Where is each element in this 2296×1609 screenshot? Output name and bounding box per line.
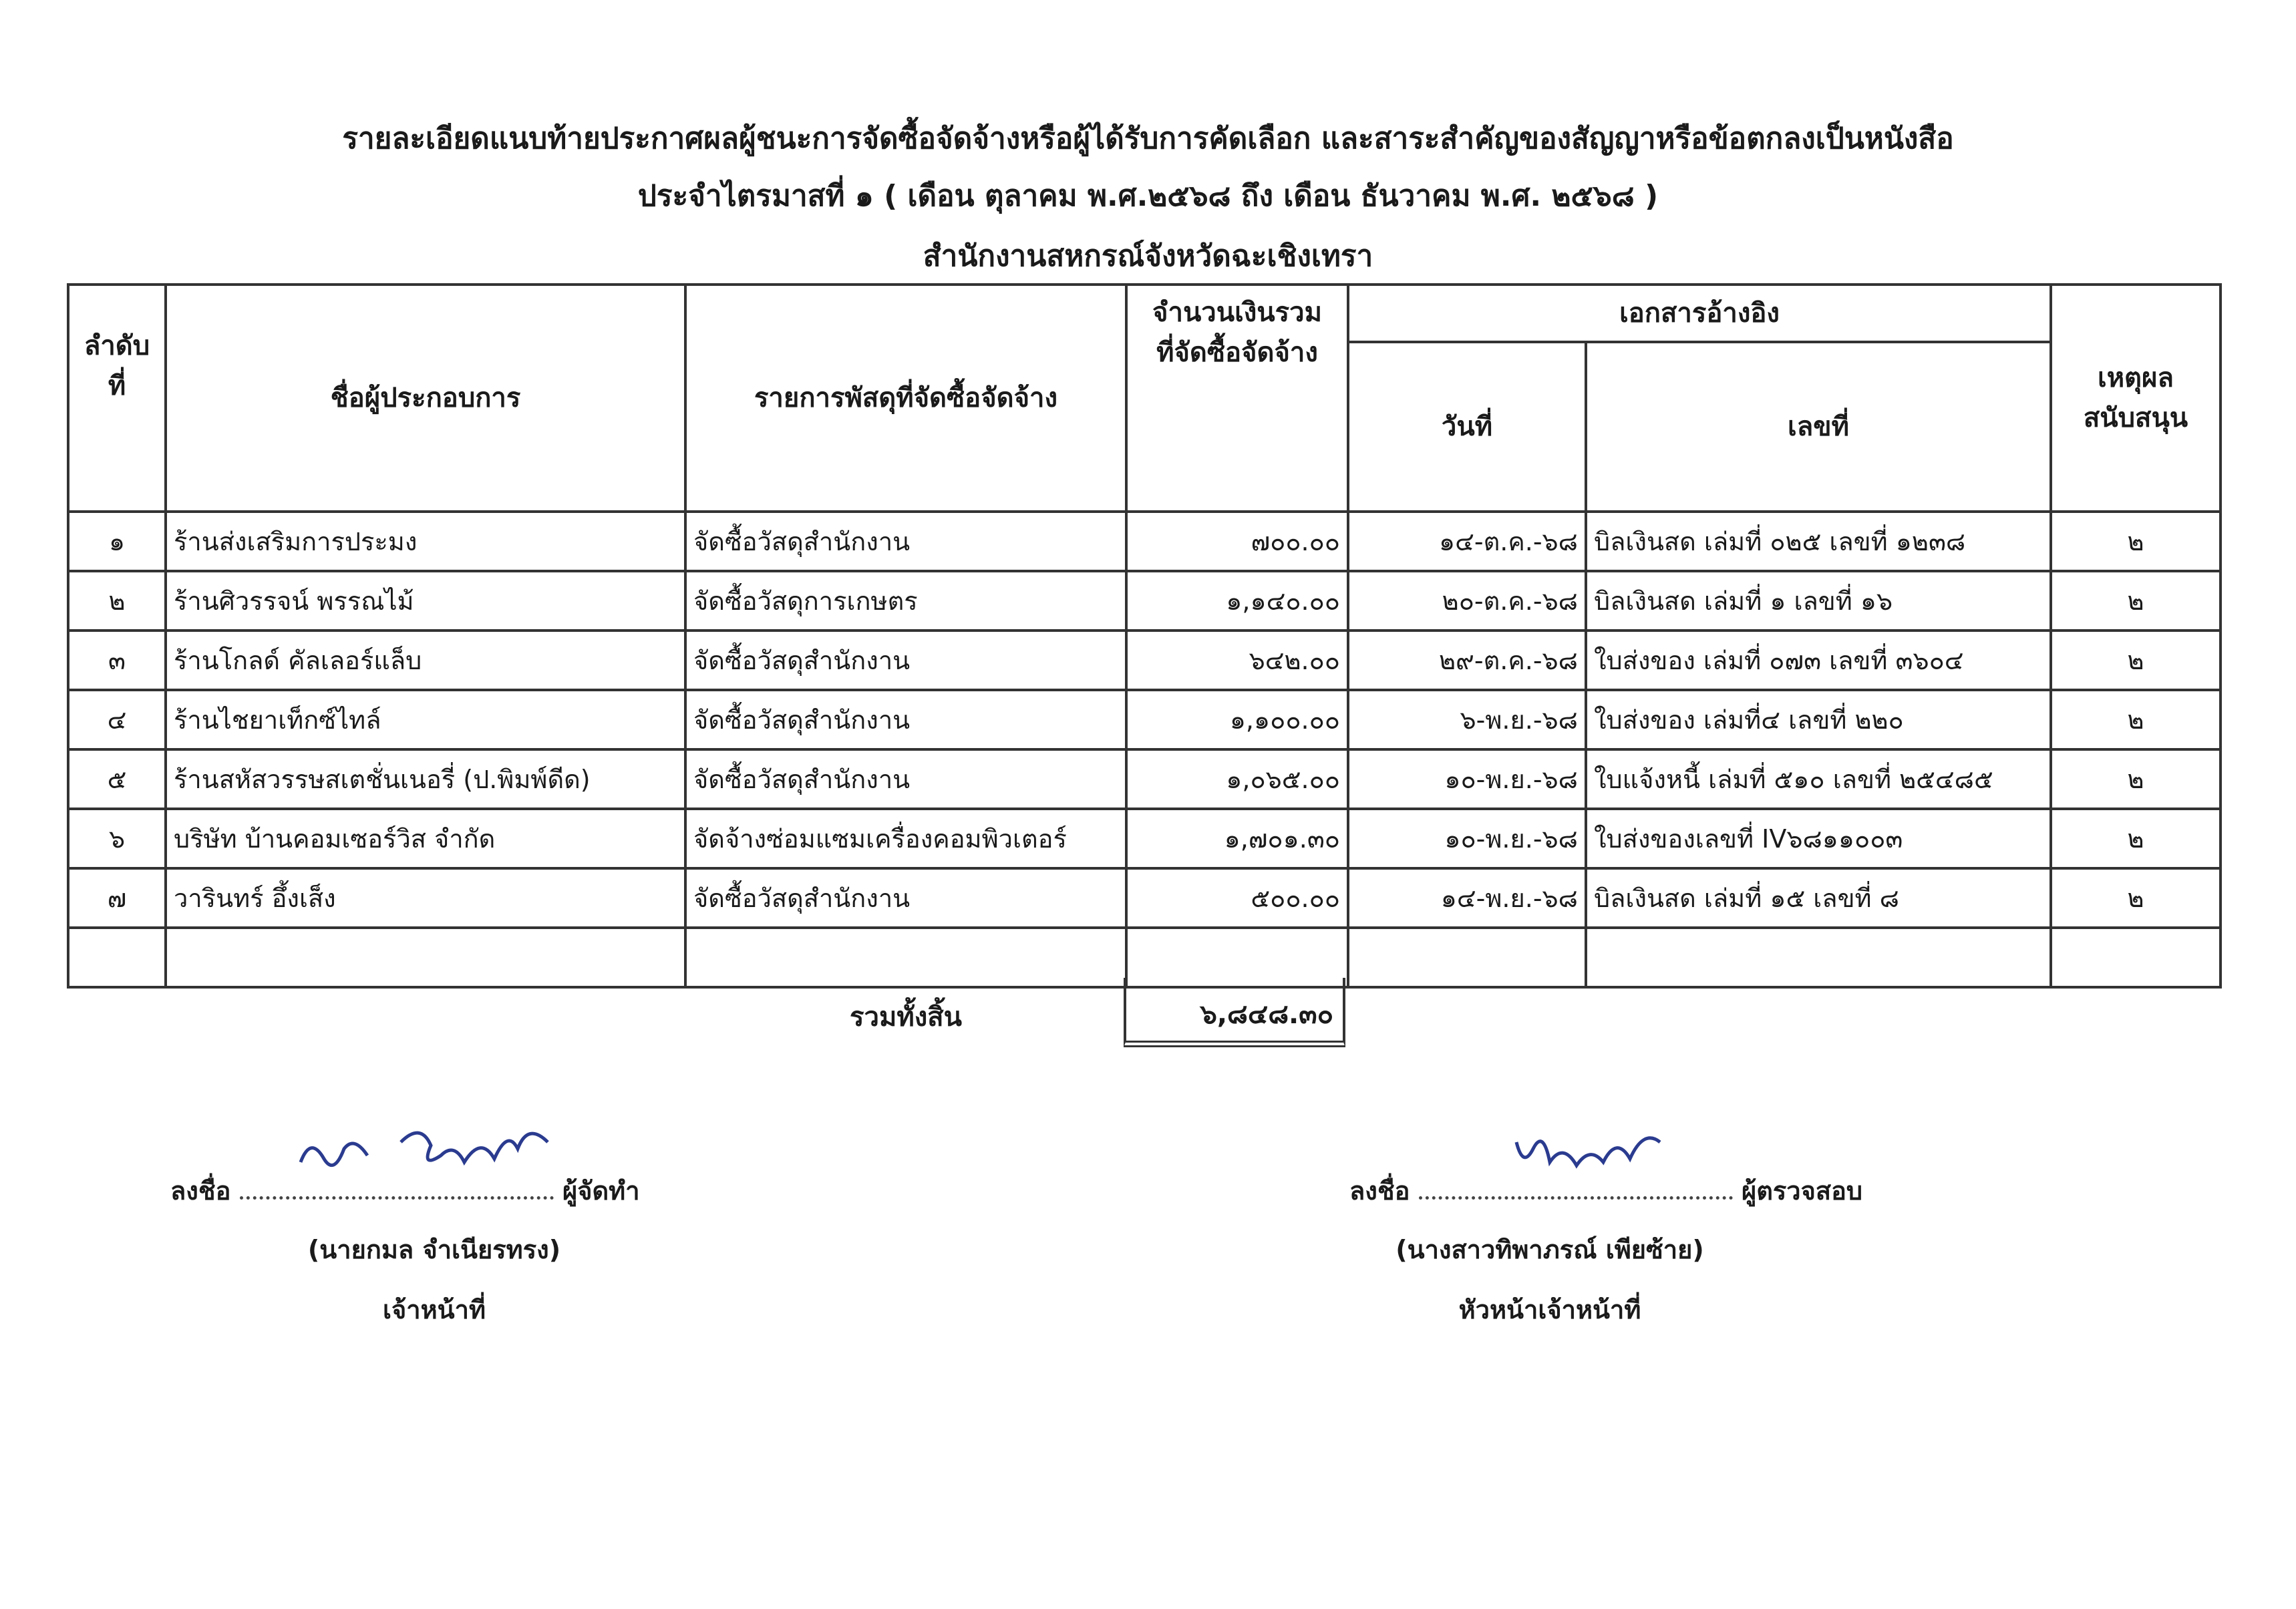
left-sign-prefix: ลงชื่อ (170, 1176, 231, 1206)
right-signer-name: (นางสาวทิพาภรณ์ เพียซ้าย) (1396, 1235, 1704, 1264)
table-row (68, 631, 2221, 690)
cell-number: บิลเงินสด เล่มที่ ๑ เลขที่ ๑๖ (1586, 571, 2051, 631)
total-label: รวมทั้งสิ้น (850, 1002, 962, 1033)
cell-vendor: ร้านสหัสวรรษสเตชั่นเนอรี่ (ป.พิมพ์ดีด) (166, 749, 685, 809)
cell-item: จัดซื้อวัสดุสำนักงาน (685, 690, 1126, 749)
cell-item: จัดซื้อวัสดุสำนักงาน (685, 749, 1126, 809)
cell-reason: ๒ (2051, 809, 2221, 868)
right-sign-prefix: ลงชื่อ (1349, 1176, 1410, 1206)
cell-item: จัดซื้อวัสดุสำนักงาน (685, 512, 1126, 571)
cell-item: จัดซื้อวัสดุสำนักงาน (685, 631, 1126, 690)
cell-seq: ๗ (68, 868, 166, 928)
cell-seq: ๖ (68, 809, 166, 868)
table-row (68, 809, 2221, 868)
right-handwritten-signature (1503, 1115, 1677, 1189)
right-role: ผู้ตรวจสอบ (1741, 1176, 1863, 1206)
cell-vendor: ร้านโกลด์ คัลเลอร์แล็บ (166, 631, 685, 690)
procurement-table (67, 283, 2222, 989)
cell-date: ๑๐-พ.ย.-๖๘ (1348, 809, 1586, 868)
cell-date: ๑๐-พ.ย.-๖๘ (1348, 749, 1586, 809)
cell-date: ๒๙-ต.ค.-๖๘ (1348, 631, 1586, 690)
cell-seq: ๔ (68, 690, 166, 749)
header-reason: เหตุผล สนับสนุน (2051, 285, 2221, 512)
cell-number: ใบส่งของ เล่มที่ ๐๗๓ เลขที่ ๓๖๐๔ (1586, 631, 2051, 690)
cell-reason: ๒ (2051, 512, 2221, 571)
cell-amount: ๑,๑๐๐.๐๐ (1126, 690, 1348, 749)
cell-vendor: ร้านศิวรรจน์ พรรณไม้ (166, 571, 685, 631)
office-name: สำนักงานสหกรณ์จังหวัดฉะเชิงเทรา (923, 239, 1373, 273)
cell-number: บิลเงินสด เล่มที่ ๑๕ เลขที่ ๘ (1586, 868, 2051, 928)
cell-vendor: ร้านไชยาเท็กซ์ไทล์ (166, 690, 685, 749)
header-items: รายการพัสดุที่จัดซื้อจัดจ้าง (685, 285, 1126, 512)
cell-amount: ๑,๗๐๑.๓๐ (1126, 809, 1348, 868)
cell-amount: ๑,๐๖๕.๐๐ (1126, 749, 1348, 809)
cell-seq: ๒ (68, 571, 166, 631)
cell-reason: ๒ (2051, 631, 2221, 690)
header-amount: จำนวนเงินรวม ที่จัดซื้อจัดจ้าง (1126, 285, 1348, 512)
cell-seq: ๕ (68, 749, 166, 809)
cell-vendor: วารินทร์ อึ้งเส็ง (166, 868, 685, 928)
cell-reason: ๒ (2051, 749, 2221, 809)
cell-seq: ๓ (68, 631, 166, 690)
cell-date: ๑๔-ต.ค.-๖๘ (1348, 512, 1586, 571)
left-signer-name: (นายกมล จำเนียรทรง) (307, 1235, 561, 1264)
cell-item: จัดซื้อวัสดุการเกษตร (685, 571, 1126, 631)
cell-seq: ๑ (68, 512, 166, 571)
cell-amount: ๑,๑๔๐.๐๐ (1126, 571, 1348, 631)
quarter-subtitle: ประจำไตรมาสที่ ๑ ( เดือน ตุลาคม พ.ศ.๒๕๖๘ ถึง เดือน ธันวาคม พ.ศ. ๒๕๖๘ ) (637, 179, 1659, 213)
total-value: ๖,๘๔๘.๓๐ (1200, 999, 1333, 1030)
header-number: เลขที่ (1586, 342, 2051, 512)
cell-amount: ๗๐๐.๐๐ (1126, 512, 1348, 571)
cell-date: ๒๐-ต.ค.-๖๘ (1348, 571, 1586, 631)
cell-date: ๑๔-พ.ย.-๖๘ (1348, 868, 1586, 928)
left-role: ผู้จัดทำ (562, 1176, 640, 1206)
table-row (68, 571, 2221, 631)
table-row (68, 512, 2221, 571)
table-row (68, 749, 2221, 809)
right-signer-position: หัวหน้าเจ้าหน้าที่ (1458, 1295, 1641, 1324)
left-handwritten-signature (287, 1109, 568, 1196)
cell-date: ๖-พ.ย.-๖๘ (1348, 690, 1586, 749)
cell-item: จัดซื้อวัสดุสำนักงาน (685, 868, 1126, 928)
total-box (1124, 978, 1345, 1047)
cell-reason: ๒ (2051, 571, 2221, 631)
left-signer-position: เจ้าหน้าที่ (382, 1295, 486, 1324)
header-ref-docs: เอกสารอ้างอิง (1348, 285, 2051, 342)
header-seq: ลำดับ ที่ (68, 285, 166, 512)
cell-item: จัดจ้างซ่อมแซมเครื่องคอมพิวเตอร์ (685, 809, 1126, 868)
cell-number: ใบแจ้งหนี้ เล่มที่ ๕๑๐ เลขที่ ๒๕๔๘๕ (1586, 749, 2051, 809)
cell-vendor: ร้านส่งเสริมการประมง (166, 512, 685, 571)
cell-vendor: บริษัท บ้านคอมเซอร์วิส จำกัด (166, 809, 685, 868)
cell-amount: ๖๔๒.๐๐ (1126, 631, 1348, 690)
header-date: วันที่ (1348, 342, 1586, 512)
header-vendor: ชื่อผู้ประกอบการ (166, 285, 685, 512)
cell-number: ใบส่งของ เล่มที่๔ เลขที่ ๒๒๐ (1586, 690, 2051, 749)
cell-number: ใบส่งของเลขที่ IV๖๘๑๑๐๐๓ (1586, 809, 2051, 868)
right-dotted-line (1419, 1192, 1733, 1200)
table-row (68, 690, 2221, 749)
document-title: รายละเอียดแนบท้ายประกาศผลผู้ชนะการจัดซื้อจัดจ้างหรือผู้ได้รับการคัดเลือก และสาระสำคัญของสัญญาหรือข้อตกลงเป็นหนังสือ (342, 122, 1954, 156)
table-row (68, 868, 2221, 928)
cell-amount: ๕๐๐.๐๐ (1126, 868, 1348, 928)
cell-number: บิลเงินสด เล่มที่ ๐๒๕ เลขที่ ๑๒๓๘ (1586, 512, 2051, 571)
cell-reason: ๒ (2051, 690, 2221, 749)
cell-reason: ๒ (2051, 868, 2221, 928)
